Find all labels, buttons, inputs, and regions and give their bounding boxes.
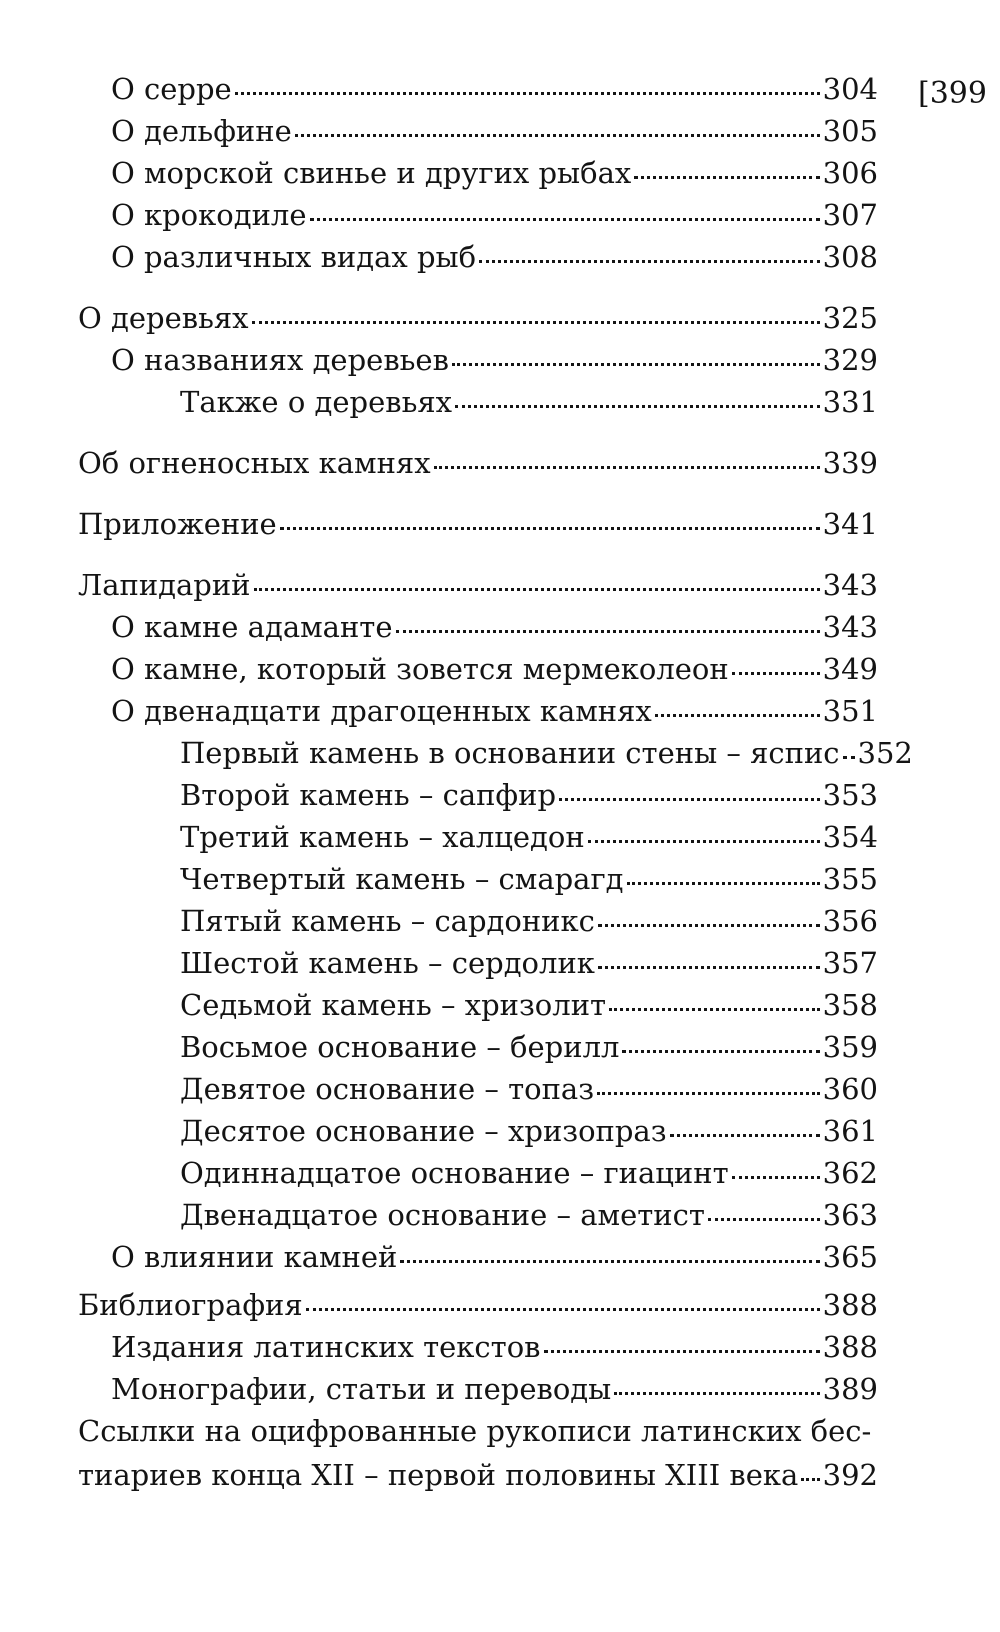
toc-entry [78,298,878,338]
dot-leader [306,1308,820,1311]
toc-entry-title: Второй камень – сапфир [180,778,557,812]
toc-entry-title-line1: Ссылки на оцифрованные рукописи латинских бес- [78,1414,872,1448]
toc-entry-title: Монографии, статьи и переводы [111,1372,612,1406]
toc-entry-title: О камне, который зовется мермеколеон [111,652,729,686]
toc-entry-title: Десятое основание – хризопраз [180,1114,667,1148]
toc-entry-page: 361 [822,1114,878,1148]
dot-leader [455,405,820,408]
toc-entry [78,1153,878,1193]
toc-entry [78,153,878,193]
toc-entry-title: Первый камень в основании стены – яспис [180,736,840,770]
toc-entry-page: 304 [822,72,878,106]
toc-entry-page: 353 [822,778,878,812]
toc-entry [78,901,878,941]
toc-entry-line2 [78,1453,878,1497]
toc-entry [78,1327,878,1367]
toc-entry-title: О двенадцати драгоценных камнях [111,694,652,728]
dot-leader [544,1350,820,1353]
toc-entry-page: 331 [822,385,878,419]
toc-entry-title: Пятый камень – сардоникс [180,904,595,938]
toc-entry [78,1027,878,1067]
dot-leader [479,260,820,263]
toc-entry-page: 354 [822,820,878,854]
toc-entry [78,195,878,235]
toc-entry-title: О влиянии камней [111,1240,398,1274]
dot-leader [310,218,820,221]
toc-entry-page: 360 [822,1072,878,1106]
toc-entry-title-line2: тиариев конца XII – первой половины XIII века [78,1458,799,1492]
toc-entry [78,775,878,815]
dot-leader [434,466,820,469]
dot-leader [609,1008,820,1011]
toc-entry-title: Приложение [78,507,277,541]
toc-entry-title: Также о деревьях [180,385,453,419]
dot-leader [235,92,820,95]
toc-entry [78,382,878,422]
dot-leader [627,882,820,885]
toc-entry-page: 388 [822,1288,878,1322]
toc-entry [78,1111,878,1151]
toc-entry-title: О дельфине [111,114,292,148]
toc-entry-title: Шестой камень – сердолик [180,946,595,980]
toc-entry-page: 339 [822,446,878,480]
dot-leader [598,924,820,927]
toc-entry-page: 358 [822,988,878,1022]
dot-leader [295,134,820,137]
dot-leader [598,966,820,969]
toc-entry [78,691,878,731]
toc-entry [78,565,878,605]
toc-entry-title: О деревьях [78,301,249,335]
toc-entry [78,111,878,151]
dot-leader [254,588,820,591]
dot-leader [670,1134,820,1137]
dot-leader [597,1092,820,1095]
toc-entry-title: О серре [111,72,232,106]
dot-leader [843,756,855,759]
toc-entry-title: О морской свинье и других рыбах [111,156,632,190]
toc-entry-title: О различных видах рыб [111,240,477,274]
dot-leader [732,672,820,675]
toc-entry [78,443,878,483]
toc-entry-title: О камне адаманте [111,610,393,644]
toc-entry-title: Восьмое основание – берилл [180,1030,620,1064]
toc-entry [78,817,878,857]
toc-entry-page: 307 [822,198,878,232]
toc-entry-page: 355 [822,862,878,896]
dot-leader [452,363,820,366]
toc-entry-page: 343 [822,610,878,644]
dot-leader [252,321,820,324]
toc-entry-title: Девятое основание – топаз [180,1072,595,1106]
toc-entry-page: 389 [822,1372,878,1406]
toc-entry-title: Четвертый камень – смарагд [180,862,624,896]
toc-entry [78,985,878,1025]
toc-entry-title: Библиография [78,1288,303,1322]
toc-entry [78,340,878,380]
toc-entry [78,1069,878,1109]
dot-leader [634,176,819,179]
toc-entry-page: 363 [822,1198,878,1232]
toc-entry-page: 352 [857,736,913,770]
dot-leader [655,714,820,717]
toc-entry-title: Издания латинских текстов [111,1330,541,1364]
toc-entry [78,1369,878,1409]
toc-entry-page: 341 [822,507,878,541]
toc-entry-title: Одиннадцатое основание – гиацинт [180,1156,729,1190]
toc-entry [78,1285,878,1325]
toc-entry-multiline [78,1409,878,1497]
toc-entry [78,69,878,109]
toc-entry [78,1195,878,1235]
toc-entry-page: 365 [822,1240,878,1274]
toc-entry-title: О названиях деревьев [111,343,449,377]
toc-entry-title: Седьмой камень – хризолит [180,988,607,1022]
toc-entry-page: 329 [822,343,878,377]
toc-entry-title: Об огненосных камнях [78,446,431,480]
toc-entry [78,859,878,899]
toc-entry-page: 362 [822,1156,878,1190]
dot-leader [708,1218,820,1221]
dot-leader [396,630,820,633]
toc-entry-page: 349 [822,652,878,686]
toc-entry [78,237,878,277]
toc-entry-page: 351 [822,694,878,728]
toc-entry-title: О крокодиле [111,198,307,232]
toc-entry-page: 306 [822,156,878,190]
toc-entry-page: 308 [822,240,878,274]
toc-entry-title: Третий камень – халцедон [180,820,585,854]
dot-leader [559,798,820,801]
toc-entry [78,733,913,773]
toc-entry-page: 356 [822,904,878,938]
toc-entry [78,607,878,647]
toc-entry-page: 343 [822,568,878,602]
toc-entry [78,943,878,983]
toc-entry-page: 392 [822,1458,878,1492]
dot-leader [280,527,820,530]
toc-entry-page: 325 [822,301,878,335]
dot-leader [400,1260,819,1263]
toc-entry [78,1237,878,1277]
dot-leader [588,840,820,843]
toc-entry-title: Двенадцатое основание – аметист [180,1198,705,1232]
page-number: [399 [918,76,987,111]
toc-entry [78,504,878,544]
dot-leader [732,1176,820,1179]
toc-entry-page: 357 [822,946,878,980]
toc-entry [78,649,878,689]
dot-leader [622,1050,819,1053]
dot-leader [614,1392,819,1395]
toc-entry-page: 388 [822,1330,878,1364]
toc-entry-page: 359 [822,1030,878,1064]
toc-entry-page: 305 [822,114,878,148]
toc-entry-title: Лапидарий [78,568,251,602]
dot-leader [801,1478,819,1481]
